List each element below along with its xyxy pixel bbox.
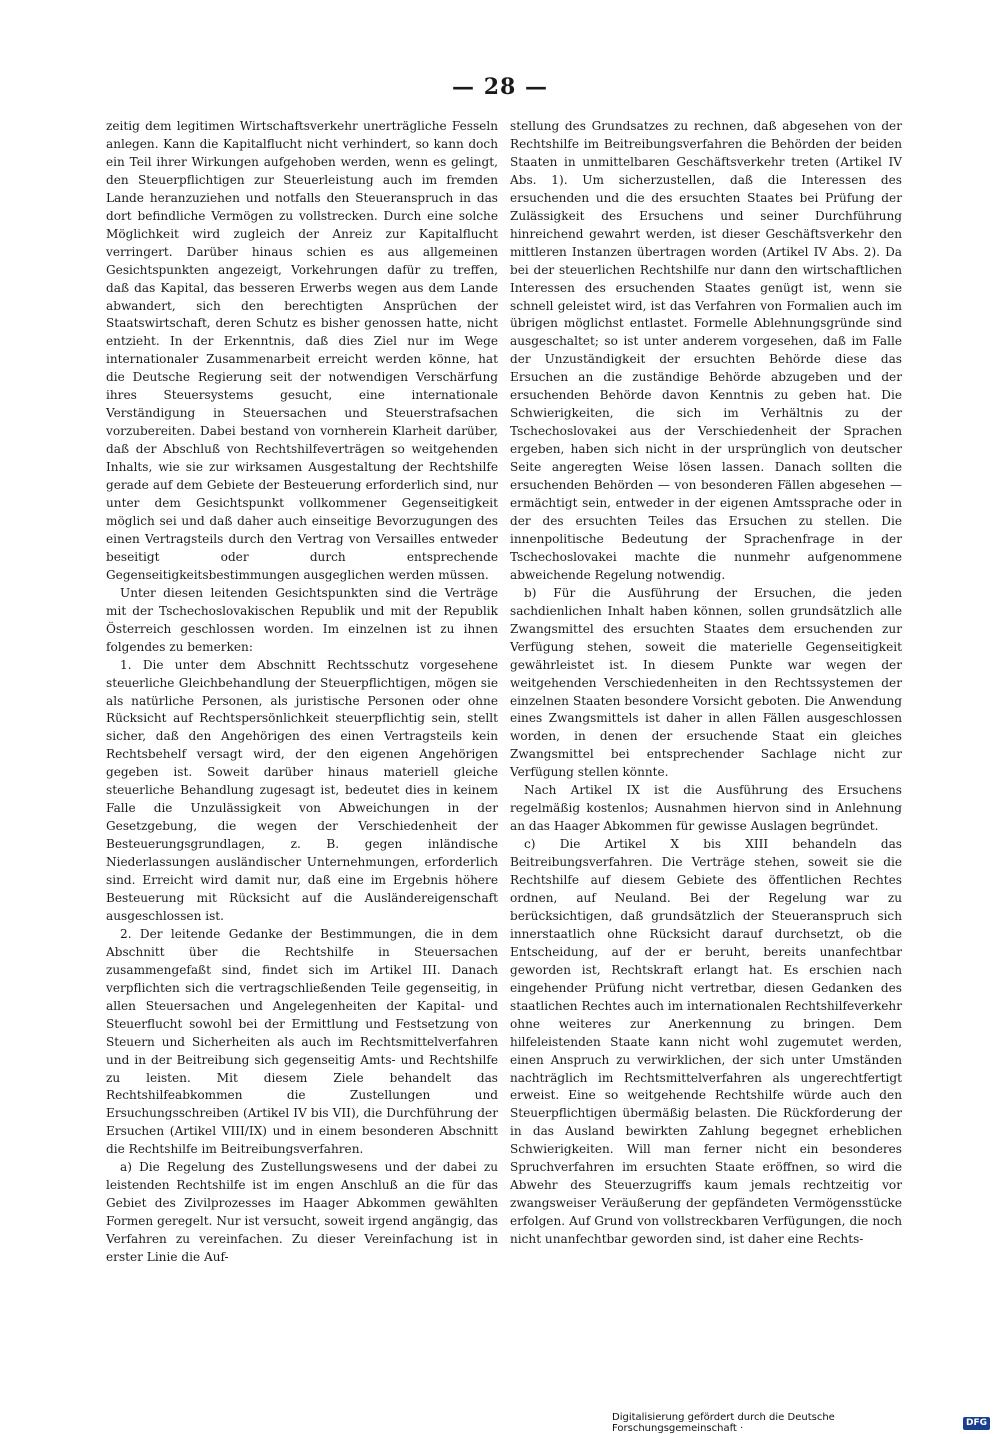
paragraph: stellung des Grundsatzes zu rechnen, daß abgesehen von der Rechtshilfe im Beitreibungsverfahren die Behörden der beiden Staaten in unmittelbaren Geschäftsverkehr treten (Artikel IV Abs. 1). Um sicherzustellen, daß die Interessen des ersuchenden und die des ersuchten Staates bei Prüfung der Zulässigkeit des Ersuchens und seiner Durchführung hinreichend gewahrt werden, ist dieser Geschäftsverkehr den mittleren Instanzen übertragen worden (Artikel IV Abs. 2). Da bei der steuerlichen Rechtshilfe nur dann den wirtschaftlichen Interessen des ersuchenden Staates genügt ist, wenn sie schnell geleistet wird, ist das Verfahren von Formalien auch im übrigen möglichst entlastet. Formelle Ablehnungsgründe sind ausgeschaltet; so ist unter anderem vorgesehen, daß im Falle der Unzuständigkeit der ersuchten Behörde diese das Ersuchen an die zuständige Behörde abzugeben und der ersuchenden Behörde davon Kenntnis zu geben hat. Die Schwierigkeiten, die sich im Verhältnis zu der Tschechoslovakei aus der Verschiedenheit der Sprachen ergeben, haben sich nicht in der ursprünglich von deutscher Seite angeregten Weise lösen lassen. Danach sollten die ersuchenden Behörden — von besonderen Fällen abgesehen — ermächtigt sein, entweder in der eigenen Amtssprache oder in der des ersuchten Teiles das Ersuchen zu stellen. Die innenpolitische Bedeutung der Sprachenfrage in der Tschechoslovakei machte die nunmehr aufgenommene abweichende Regelung notwendig. bbox=[510, 119, 902, 582]
paragraph: a) Die Regelung des Zustellungswesens und der dabei zu leistenden Rechtshilfe ist im engen Anschluß an die für das Gebiet des Zivilprozesses im Haager Abkommen gewählten Formen geregelt. Nur ist versucht, soweit irgend angängig, das Verfahren zu vereinfachen. Zu dieser Vereinfachung ist in erster Linie die Auf- bbox=[106, 1160, 498, 1265]
paragraph: b) Für die Ausführung der Ersuchen, die jeden sachdienlichen Inhalt haben können, sollen grundsätzlich alle Zwangsmittel des ersuchten Staates dem ersuchenden zur Verfügung stehen, soweit die materielle Gegenseitigkeit gewährleistet ist. In diesem Punkte war wegen der weitgehenden Verschiedenheiten in den Rechtssystemen der einzelnen Staaten besondere Vorsicht geboten. Die Anwendung eines Zwangsmittels ist daher in allen Fällen ausgeschlossen worden, in denen der ersuchende Staat ein gleiches Zwangsmittel bei entsprechender Sachlage nicht zur Verfügung stellen könnte. bbox=[510, 585, 902, 780]
dfg-logo-icon: DFG bbox=[963, 1417, 990, 1430]
paragraph: 2. Der leitende Gedanke der Bestimmungen, die in dem Abschnitt über die Rechtshilfe in Steuersachen zusammengefaßt sind, findet sich im Artikel III. Danach verpflichten sich die vertragschließenden Teile gegenseitig, in allen Steuersachen und Angelegenheiten der Kapital- und Steuerflucht sowohl bei der Ermittlung und Festsetzung von Steuern und Sicherheiten als auch im Rechtsmittelverfahren und in der Beitreibung sich gegenseitig Amts- und Rechtshilfe zu leisten. Mit diesem Ziele behandelt das Rechtshilfeabkommen die Zustellungen und Ersuchungsschreiben (Artikel IV bis VII), die Durchführung der Ersuchen (Artikel VIII/IX) und in einem besonderen Abschnitt die Rechtshilfe im Beitreibungsverfahren. bbox=[106, 926, 498, 1157]
paragraph: c) Die Artikel X bis XIII behandeln das Beitreibungsverfahren. Die Verträge stehen, soweit sie die Rechtshilfe auf diesem Gebiete des öffentlichen Rechtes ordnen, auf Neuland. Bei der Regelung war zu berücksichtigen, daß grundsätzlich der Steueranspruch sich innerstaatlich ohne Rücksicht darauf durchsetzt, ob die Entscheidung, auf der er beruht, bereits unanfechtbar geworden ist, Rechtskraft erlangt hat. Es erschien nach eingehender Prüfung nicht vertretbar, diesen Gedanken des staatlichen Rechtes auch im internationalen Rechtshilfeverkehr ohne weiteres zur Anerkennung zu bringen. Dem hilfeleistenden Staate kann nicht wohl zugemutet werden, einen Anspruch zu verwirklichen, der sich unter Umständen nachträglich im Rechtsmittelverfahren als ungerechtfertigt erweist. Eine so weitgehende Rechtshilfe würde auch den Steuerpflichtigen übermäßig belasten. Die Rückforderung der in das Ausland bewirkten Zahlung begegnet erheblichen Schwierigkeiten. Will man ferner nicht ein besonderes Spruchverfahren im ersuchten Staate eröffnen, so wird die Abwehr des Steuerzugriffs kaum jemals rechtzeitig vor zwangsweiser Veräußerung der gepfändeten Vermögensstücke erfolgen. Auf Grund von vollstreckbaren Verfügungen, die noch nicht unanfechtbar geworden sind, ist daher eine Rechts- bbox=[510, 837, 902, 1247]
page-number: — 28 — bbox=[452, 74, 548, 100]
paragraph: Nach Artikel IX ist die Ausführung des Ersuchens regelmäßig kostenlos; Ausnahmen hiervon sind in Anlehnung an das Haager Abkommen für gewisse Auslagen begründet. bbox=[510, 783, 902, 834]
digitization-credit bbox=[612, 1414, 990, 1432]
paragraph: Unter diesen leitenden Gesichtspunkten sind die Verträge mit der Tschechoslovakischen Republik und mit der Republik Österreich geschlossen worden. Im einzelnen ist zu ihnen folgendes zu bemerken: bbox=[106, 585, 498, 654]
left-column bbox=[106, 118, 498, 1267]
paragraph: 1. Die unter dem Abschnitt Rechtsschutz vorgesehene steuerliche Gleichbehandlung der Steuerpflichtigen, mögen sie als natürliche Personen, als juristische Personen oder ohne Rücksicht auf Rechtspersönlichkeit steuerpflichtig sein, stellt sicher, daß den Angehörigen des einen Vertragsteils kein Rechtsbehelf versagt wird, der den eigenen Angehörigen gegeben ist. Soweit darüber hinaus materiell gleiche steuerliche Behandlung zugesagt ist, bedeutet dies in keinem Falle die Unzulässigkeit von Abweichungen in der Gesetzgebung, die wegen der Verschiedenheit der Besteuerungsgrundlagen, z. B. gegen inländische Niederlassungen ausländischer Unternehmungen, erforderlich sind. Erreicht wird damit nur, daß eine im Ergebnis höhere Besteuerung mit Rücksicht auf die Ausländereigenschaft ausgeschlossen ist. bbox=[106, 657, 498, 923]
paragraph: zeitig dem legitimen Wirtschaftsverkehr unerträgliche Fesseln anlegen. Kann die Kapitalflucht nicht verhindert, so kann doch ein Teil ihrer Wirkungen aufgehoben werden, wenn es gelingt, den Steuerpflichtigen zur Steuerleistung auch im fremden Lande heranzuziehen und notfalls den Steueranspruch in das dort befindliche Vermögen zu vollstrecken. Durch eine solche Möglichkeit wird zugleich der Anreiz zur Kapitalflucht verringert. Darüber hinaus schien es aus allgemeinen Gesichtspunkten angezeigt, Vorkehrungen dafür zu treffen, daß das Kapital, das besseren Erwerbs wegen aus dem Lande abwandert, sich den berechtigten Ansprüchen der Staatswirtschaft, deren Schutz es bisher genossen hatte, nicht entzieht. In der Erkenntnis, daß dies Ziel nur im Wege internationaler Zusammenarbeit erreicht werden könne, hat die Deutsche Regierung seit der notwendigen Verschärfung ihres Steuersystems gesucht, eine internationale Verständigung in Steuersachen und Steuerstrafsachen vorzubereiten. Dabei bestand von vornherein Klarheit darüber, daß der Abschluß von Rechtshilfeverträgen so weitgehenden Inhalts, wie sie zur wirksamen Ausgestaltung der Rechtshilfe gerade auf dem Gebiete der Besteuerung erforderlich sind, nur unter dem Gesichtspunkt vollkommener Gegenseitigkeit möglich sei und daß daher auch einseitige Bevorzugungen des einen Vertragsteils durch den Vertrag von Versailles entweder beseitigt oder durch entsprechende Gegenseitigkeitsbestimmungen ausgeglichen werden müssen. bbox=[106, 119, 498, 582]
right-column bbox=[510, 118, 902, 1249]
credit-text: Digitalisierung gefördert durch die Deutsche Forschungsgemeinschaft · bbox=[612, 1412, 835, 1434]
